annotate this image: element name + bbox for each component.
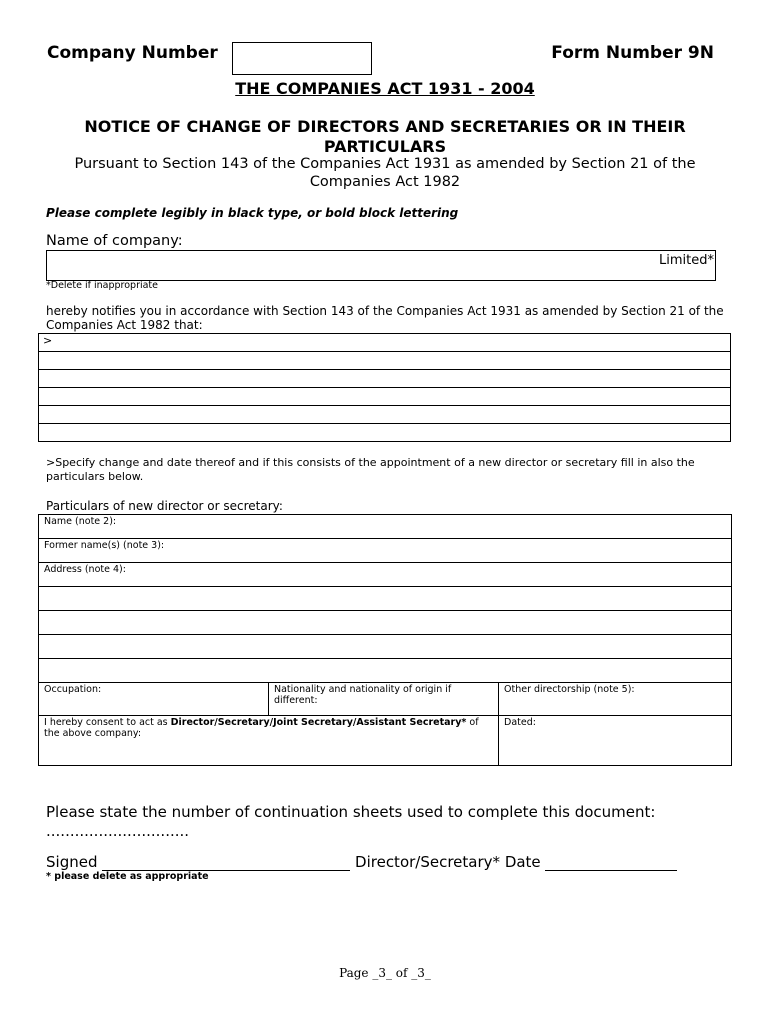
occupation-field[interactable]	[39, 683, 269, 716]
dated-field[interactable]	[499, 716, 732, 766]
change-table	[38, 333, 731, 442]
specify-note: >Specify change and date thereof and if this consists of the appointment of a new director or secretary fill in also the particulars below.	[46, 456, 695, 483]
change-row	[39, 388, 731, 406]
address-line[interactable]	[39, 611, 732, 635]
name-field[interactable]	[39, 515, 732, 539]
change-row	[39, 424, 731, 442]
consent-suffix: of the above company:	[44, 717, 479, 739]
dated-label: Dated:	[504, 717, 536, 728]
signature-line	[46, 853, 677, 871]
page-number: Page _3_ of _3_	[339, 966, 431, 980]
change-row	[39, 352, 731, 370]
delete-note: *Delete if inappropriate	[46, 280, 159, 291]
address-field[interactable]	[39, 563, 732, 587]
act-title-text: THE COMPANIES ACT 1931 - 2004	[235, 79, 535, 98]
former-names-field[interactable]	[39, 539, 732, 563]
change-row	[39, 334, 731, 352]
hereby-text: hereby notifies you in accordance with Section 143 of the Companies Act 1931 as amended by Section 21 of the Companies Act 1982 that:	[46, 304, 724, 332]
consent-prefix: I hereby consent to act as	[44, 717, 171, 728]
address-line[interactable]	[39, 635, 732, 659]
change-row	[39, 406, 731, 424]
date-label: Date	[504, 853, 541, 871]
nationality-field[interactable]	[269, 683, 499, 716]
former-names-label: Former name(s) (note 3):	[44, 540, 165, 551]
address-line[interactable]	[39, 659, 732, 683]
consent-field[interactable]	[39, 716, 499, 766]
form-number: Form Number 9N	[551, 43, 714, 63]
notice-title: NOTICE OF CHANGE OF DIRECTORS AND SECRETARIES OR IN THEIR PARTICULARS	[84, 117, 686, 156]
change-cell[interactable]	[39, 388, 731, 406]
address-line[interactable]	[39, 587, 732, 611]
change-cell[interactable]: >	[39, 334, 731, 352]
other-directorship-field[interactable]	[499, 683, 732, 716]
change-cell[interactable]	[39, 424, 731, 442]
consent-roles: Director/Secretary/Joint Secretary/Assistant Secretary*	[170, 717, 467, 728]
particulars-label: Particulars of new director or secretary:	[46, 499, 283, 513]
nationality-label: Nationality and nationality of origin if different:	[274, 684, 452, 706]
limited-suffix: Limited*	[659, 253, 714, 268]
signed-label: Signed	[46, 853, 98, 871]
instruction-text: Please complete legibly in black type, or bold block lettering	[46, 206, 459, 220]
change-cell[interactable]	[39, 406, 731, 424]
company-number-field[interactable]	[232, 42, 372, 75]
continuation-sheets	[46, 803, 746, 841]
continuation-dots[interactable]: ..............................	[46, 822, 190, 840]
name-field-label: Name (note 2):	[44, 516, 117, 527]
company-name-label: Name of company:	[46, 233, 183, 249]
delete-appropriate-note: * please delete as appropriate	[46, 871, 209, 882]
act-title	[0, 79, 770, 98]
change-cell[interactable]	[39, 370, 731, 388]
continuation-text: Please state the number of continuation sheets used to complete this document:	[46, 803, 656, 821]
other-directorship-label: Other directorship (note 5):	[504, 684, 635, 695]
role-label: Director/Secretary*	[355, 853, 501, 871]
address-label: Address (note 4):	[44, 564, 126, 575]
company-number-label: Company Number	[47, 43, 218, 63]
signature-field[interactable]	[102, 856, 350, 871]
change-cell[interactable]	[39, 352, 731, 370]
pursuant-text: Pursuant to Section 143 of the Companies Act 1931 as amended by Section 21 of the Companies Act 1982	[74, 156, 696, 190]
date-field[interactable]	[545, 856, 677, 871]
particulars-table	[38, 514, 732, 766]
company-name-field[interactable]	[46, 250, 716, 281]
change-row	[39, 370, 731, 388]
occupation-label: Occupation:	[44, 684, 102, 695]
